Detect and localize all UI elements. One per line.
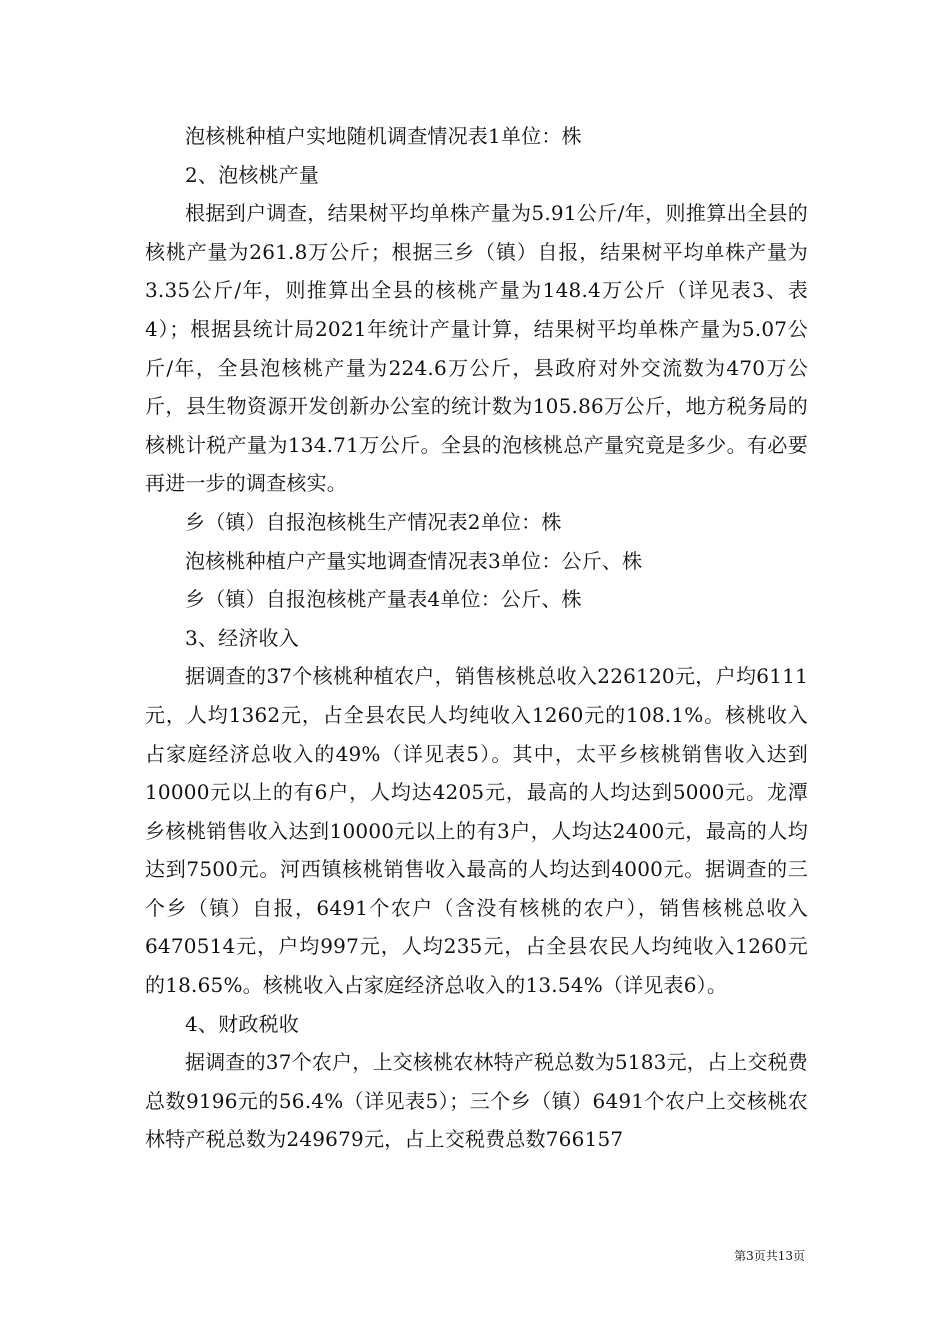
table-caption-1: 泡核桃种植户实地随机调查情况表1单位：株 <box>185 124 582 148</box>
table-caption-2: 乡（镇）自报泡核桃生产情况表2单位：株 <box>185 509 562 534</box>
table-caption-3: 泡核桃种植户产量实地调查情况表3单位：公斤、株 <box>185 548 643 573</box>
section-heading-tax: 4、财政税收 <box>185 1011 299 1036</box>
document-body <box>145 117 808 1159</box>
section-heading-yield: 2、泡核桃产量 <box>185 162 320 187</box>
page-number: 第3页共13页 <box>734 1249 805 1263</box>
paragraph-yield: 根据到户调查，结果树平均单株产量为5.91公斤/年，则推算出全县的核桃产量为261.8万公斤；根据三乡（镇）自报，结果树平均单株产量为3.35公斤/年，则推算出全县的核桃产量为148.4万公斤（详见表3、表4）；根据县统计局2021年统计产量计算，结果树平均单株产量为5.07公斤/年，全县泡核桃产量为224.6万公斤，县政府对外交流数为470万公斤，县生物资源开发创新办公室的统计数为105.86万公斤，地方税务局的核桃计税产量为134.71万公斤。全县的泡核桃总产量究竟是多少。有必要再进一步的调查核实。 <box>145 201 808 496</box>
paragraph-income: 据调查的37个核桃种植农户，销售核桃总收入226120元，户均6111元，人均1362元，占全县农民人均纯收入1260元的108.1%。核桃收入占家庭经济总收入的49%（详见表5）。其中，太平乡核桃销售收入达到10000元以上的有6户，人均达4205元，最高的人均达到5000元。龙潭乡核桃销售收入达到10000元以上的有3户，人均达2400元，最高的人均达到7500元。河西镇核桃销售收入最高的人均达到4000元。据调查的三个乡（镇）自报，6491个农户（含没有核桃的农户），销售核桃总收入6470514元，户均997元，人均235元，占全县农民人均纯收入1260元的18.65%。核桃收入占家庭经济总收入的13.54%（详见表6）。 <box>145 664 808 998</box>
paragraph-tax: 据调查的37个农户，上交核桃农林特产税总数为5183元，占上交税费总数9196元的56.4%（详见表5）；三个乡（镇）6491个农户上交核桃农林特产税总数为249679元，占上交税费总数766157 <box>145 1050 808 1152</box>
section-heading-income: 3、经济收入 <box>185 625 299 650</box>
table-caption-4: 乡（镇）自报泡核桃产量表4单位：公斤、株 <box>185 587 582 612</box>
